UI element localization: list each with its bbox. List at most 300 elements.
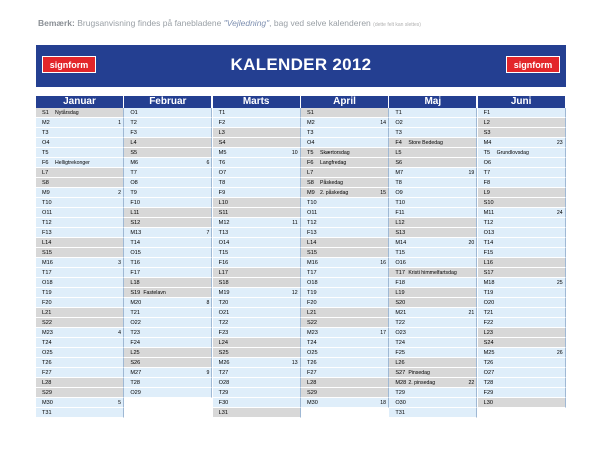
day-label: M6: [130, 160, 139, 166]
calendar-header: [36, 45, 566, 87]
day-row: [36, 358, 124, 368]
day-row: [36, 368, 124, 378]
day-label: T31: [395, 410, 405, 416]
day-row: [389, 188, 477, 198]
day-row: [478, 378, 566, 388]
day-label: S17: [483, 270, 494, 276]
day-label: T1: [395, 110, 402, 116]
day-row: [301, 188, 389, 198]
day-row: [124, 218, 212, 228]
day-row: [301, 148, 389, 158]
day-row: [301, 108, 389, 118]
day-label: O13: [483, 230, 495, 236]
day-label: F2: [218, 120, 226, 126]
day-label: M9: [42, 190, 50, 196]
day-label: L3: [218, 130, 225, 136]
day-label: S8: [42, 180, 49, 186]
day-row: [389, 168, 477, 178]
day-row: [301, 128, 389, 138]
day-row: [213, 268, 301, 278]
day-label: M16: [306, 260, 318, 266]
week-number: 10: [291, 150, 298, 156]
day-label: T15: [218, 250, 229, 256]
day-label: F15: [483, 250, 494, 256]
day-row: [301, 198, 389, 208]
day-row: [213, 298, 301, 308]
day-label: O1: [130, 110, 138, 116]
day-row: [478, 258, 566, 268]
day-label: L14: [42, 240, 52, 246]
day-row: [124, 198, 212, 208]
day-label: O14: [218, 240, 230, 246]
day-row: [389, 138, 477, 148]
day-row: [301, 168, 389, 178]
day-row: [301, 328, 389, 338]
day-label: L24: [218, 340, 228, 346]
day-row: [124, 238, 212, 248]
day-row: [213, 368, 301, 378]
day-label: T22: [395, 320, 405, 326]
day-row: [213, 318, 301, 328]
holiday-label: 2. påskedag: [319, 190, 349, 196]
day-row: [478, 398, 566, 408]
day-row: [301, 368, 389, 378]
day-row: [124, 248, 212, 258]
day-label: S1: [42, 110, 49, 116]
day-row: [478, 128, 566, 138]
day-label: L28: [42, 380, 52, 386]
day-row: [301, 278, 389, 288]
day-row: [124, 138, 212, 148]
day-label: T12: [483, 220, 494, 226]
day-row: [36, 338, 124, 348]
week-number: 13: [291, 360, 298, 366]
month-column-april: [301, 96, 389, 440]
day-label: F6: [42, 160, 49, 166]
day-row: [213, 178, 301, 188]
day-label: T8: [218, 180, 226, 186]
day-label: F22: [483, 320, 494, 326]
day-label: T12: [306, 220, 317, 226]
week-number: 21: [468, 310, 475, 316]
day-label: L21: [306, 310, 317, 316]
day-row: [478, 278, 566, 288]
day-row: [36, 218, 124, 228]
day-label: O27: [483, 370, 495, 376]
week-number: 16: [380, 260, 386, 266]
day-row: [301, 348, 389, 358]
holiday-label: Grundlovsdag: [496, 150, 529, 156]
day-row: [389, 298, 477, 308]
day-label: T21: [483, 310, 494, 316]
day-label: L4: [130, 140, 137, 146]
day-row: [478, 368, 566, 378]
day-row: [124, 168, 212, 178]
day-row: [36, 268, 124, 278]
week-number: 24: [556, 210, 563, 216]
signform-logo-right: signform: [506, 56, 560, 73]
week-number: 6: [206, 160, 210, 166]
day-row: [478, 328, 566, 338]
day-row: [478, 158, 566, 168]
day-label: M12: [218, 220, 230, 226]
day-row: [478, 188, 566, 198]
day-label: F17: [130, 270, 140, 276]
day-label: T10: [42, 200, 52, 206]
day-label: T27: [218, 370, 229, 376]
day-row: [124, 308, 212, 318]
day-label: T17: [395, 270, 405, 276]
day-row: [389, 408, 477, 418]
day-row: [124, 108, 212, 118]
day-label: S6: [395, 160, 403, 166]
calendar-title: KALENDER 2012: [230, 55, 372, 74]
day-label: L16: [483, 260, 493, 266]
day-row: [389, 238, 477, 248]
day-label: S29: [42, 390, 52, 396]
day-label: S22: [306, 320, 317, 326]
week-number: 12: [291, 290, 298, 296]
week-number: 15: [380, 190, 386, 196]
day-label: M30: [42, 400, 53, 406]
week-number: 22: [468, 380, 475, 386]
day-label: T14: [483, 240, 494, 246]
day-row: [478, 108, 566, 118]
day-row: [301, 308, 389, 318]
day-row: [389, 118, 477, 128]
note-label: Bemærk:: [38, 18, 75, 28]
day-row: [213, 288, 301, 298]
note-small: (dette felt kan slettes): [373, 22, 421, 28]
day-label: O2: [395, 120, 403, 126]
day-row: [124, 258, 212, 268]
day-label: S3: [483, 130, 491, 136]
day-label: O20: [483, 300, 495, 306]
day-label: M23: [306, 330, 318, 336]
day-label: T21: [130, 310, 140, 316]
day-row: [478, 358, 566, 368]
day-row: [478, 218, 566, 228]
day-label: T3: [395, 130, 402, 136]
day-label: O15: [130, 250, 141, 256]
day-label: T24: [306, 340, 317, 346]
day-row: [213, 218, 301, 228]
day-row: [124, 148, 212, 158]
day-row: [389, 178, 477, 188]
day-row: [124, 178, 212, 188]
month-header: Maj: [389, 96, 477, 108]
day-label: L11: [130, 210, 140, 216]
week-number: 7: [206, 230, 210, 236]
day-label: O25: [306, 350, 318, 356]
day-label: O7: [218, 170, 227, 176]
day-row: [389, 218, 477, 228]
day-row: [389, 198, 477, 208]
day-label: M2: [42, 120, 50, 126]
day-row: [124, 288, 212, 298]
day-label: L31: [218, 410, 228, 416]
day-label: M19: [218, 290, 230, 296]
day-label: O22: [130, 320, 141, 326]
week-number: 4: [118, 330, 121, 336]
week-number: 23: [556, 140, 563, 146]
day-label: S24: [483, 340, 494, 346]
day-row: [36, 288, 124, 298]
day-row: [301, 378, 389, 388]
day-label: L23: [483, 330, 493, 336]
day-label: T19: [306, 290, 317, 296]
day-label: T5: [42, 150, 49, 156]
day-label: O23: [395, 330, 406, 336]
day-label: S15: [42, 250, 52, 256]
day-label: T13: [218, 230, 229, 236]
day-row: [36, 128, 124, 138]
day-row: [301, 218, 389, 228]
day-label: O18: [306, 280, 318, 286]
day-label: T6: [218, 160, 226, 166]
day-row: [478, 298, 566, 308]
day-row: [213, 378, 301, 388]
day-label: M11: [483, 210, 495, 216]
day-label: T29: [395, 390, 405, 396]
day-label: F13: [42, 230, 52, 236]
day-label: M13: [130, 230, 142, 236]
day-row: [124, 208, 212, 218]
day-label: L28: [306, 380, 317, 386]
day-label: F29: [483, 390, 494, 396]
day-row: [124, 338, 212, 348]
day-row: [301, 118, 389, 128]
day-row: [389, 158, 477, 168]
day-label: F9: [218, 190, 226, 196]
day-row: [36, 138, 124, 148]
day-row: [301, 288, 389, 298]
day-row: [478, 248, 566, 258]
day-row: [213, 388, 301, 398]
day-row: [389, 258, 477, 268]
day-row: [213, 208, 301, 218]
day-row: [389, 248, 477, 258]
day-row: [389, 398, 477, 408]
day-label: F13: [306, 230, 317, 236]
holiday-label: 2. pinsedag: [408, 380, 436, 386]
week-number: 20: [468, 240, 475, 246]
day-row: [478, 308, 566, 318]
day-label: F6: [306, 160, 314, 166]
day-label: L19: [395, 290, 405, 296]
day-label: F24: [130, 340, 140, 346]
day-label: O9: [395, 190, 403, 196]
day-row: [389, 368, 477, 378]
day-label: S27: [395, 370, 406, 376]
day-row: [389, 338, 477, 348]
day-label: O30: [395, 400, 406, 406]
day-row: [124, 158, 212, 168]
day-label: O18: [42, 280, 53, 286]
day-row: [301, 358, 389, 368]
month-header: April: [301, 96, 389, 108]
note-text: Brugsanvisning findes på fanebladene: [77, 18, 222, 28]
day-label: T16: [130, 260, 140, 266]
day-label: T23: [130, 330, 140, 336]
day-label: M30: [306, 400, 318, 406]
day-row: [36, 168, 124, 178]
week-number: 25: [556, 280, 563, 286]
month-column-februar: [124, 96, 212, 440]
month-header: Marts: [213, 96, 301, 108]
day-label: S13: [395, 230, 406, 236]
day-label: F20: [42, 300, 52, 306]
day-row: [389, 208, 477, 218]
day-label: S20: [395, 300, 406, 306]
day-row: [478, 198, 566, 208]
day-label: M25: [483, 350, 495, 356]
day-label: M14: [395, 240, 407, 246]
instruction-note: [38, 18, 598, 32]
note-quoted: "Vejledning": [223, 18, 270, 28]
day-label: F16: [218, 260, 229, 266]
day-label: T2: [130, 120, 137, 126]
day-label: T7: [483, 170, 491, 176]
day-label: O6: [483, 160, 492, 166]
day-row: [36, 308, 124, 318]
day-label: O4: [42, 140, 50, 146]
day-label: F8: [483, 180, 491, 186]
day-label: L14: [306, 240, 317, 246]
day-label: O29: [130, 390, 141, 396]
day-row: [213, 138, 301, 148]
day-row: [301, 228, 389, 238]
day-label: M20: [130, 300, 142, 306]
day-row: [124, 378, 212, 388]
day-row: [213, 408, 301, 418]
day-row: [36, 188, 124, 198]
day-label: M21: [395, 310, 407, 316]
day-row: [36, 178, 124, 188]
day-label: T22: [218, 320, 229, 326]
day-row: [213, 348, 301, 358]
day-row: [36, 398, 124, 408]
day-label: T28: [130, 380, 140, 386]
month-header: Juni: [478, 96, 566, 108]
day-label: M9: [306, 190, 315, 196]
month-header: Januar: [36, 96, 124, 108]
day-label: T26: [42, 360, 52, 366]
week-number: 8: [206, 300, 210, 306]
day-label: T26: [483, 360, 494, 366]
day-label: T5: [483, 150, 491, 156]
day-row: [478, 388, 566, 398]
day-row: [124, 358, 212, 368]
day-label: S19: [130, 290, 141, 296]
day-row: [36, 348, 124, 358]
day-label: L12: [395, 220, 405, 226]
day-row: [124, 368, 212, 378]
day-label: T17: [42, 270, 52, 276]
day-label: M23: [42, 330, 53, 336]
day-label: T19: [42, 290, 52, 296]
day-label: T19: [483, 290, 494, 296]
day-label: T9: [130, 190, 137, 196]
day-label: S26: [130, 360, 141, 366]
week-number: 18: [380, 400, 386, 406]
day-label: M26: [218, 360, 230, 366]
holiday-label: Skærtorsdag: [319, 150, 350, 156]
day-label: T8: [395, 180, 402, 186]
day-row: [478, 348, 566, 358]
holiday-label: Påskedag: [319, 180, 344, 186]
day-label: M16: [42, 260, 53, 266]
day-row: [36, 388, 124, 398]
day-label: F27: [306, 370, 317, 376]
note-text-2: , bag ved selve kalenderen: [269, 18, 371, 28]
day-label: L18: [130, 280, 140, 286]
day-label: M5: [218, 150, 227, 156]
day-label: L17: [218, 270, 228, 276]
holiday-label: Kristi himmelfartsdag: [408, 270, 457, 276]
day-label: S25: [218, 350, 229, 356]
day-label: T5: [306, 150, 314, 156]
day-label: S22: [42, 320, 52, 326]
day-row: [36, 208, 124, 218]
day-row: [124, 278, 212, 288]
day-row: [301, 248, 389, 258]
day-row: [36, 298, 124, 308]
day-label: T3: [42, 130, 49, 136]
day-label: T1: [218, 110, 226, 116]
week-number: 17: [380, 330, 386, 336]
day-label: L21: [42, 310, 52, 316]
day-row: [36, 258, 124, 268]
day-row: [478, 318, 566, 328]
month-column-juni: [478, 96, 566, 440]
day-row: [478, 268, 566, 278]
day-row: [213, 358, 301, 368]
month-header: Februar: [124, 96, 212, 108]
day-label: L7: [306, 170, 314, 176]
day-label: F3: [130, 130, 137, 136]
day-label: L10: [218, 200, 228, 206]
day-row: [389, 318, 477, 328]
day-row: [478, 228, 566, 238]
day-row: [213, 188, 301, 198]
day-label: M28: [395, 380, 407, 386]
day-row: [124, 348, 212, 358]
day-row: [301, 398, 389, 408]
month-column-januar: [36, 96, 124, 440]
day-row: [124, 298, 212, 308]
day-label: M18: [483, 280, 495, 286]
day-row: [478, 238, 566, 248]
day-row: [124, 328, 212, 338]
day-label: S12: [130, 220, 141, 226]
day-label: O21: [218, 310, 230, 316]
day-row: [36, 158, 124, 168]
week-number: 1: [118, 120, 121, 126]
day-row: [213, 338, 301, 348]
week-number: 11: [292, 220, 298, 226]
day-label: L26: [395, 360, 405, 366]
month-column-maj: [389, 96, 477, 440]
day-label: T10: [306, 200, 317, 206]
day-label: O11: [306, 210, 318, 216]
holiday-label: Langfredag: [319, 160, 347, 166]
day-label: T10: [395, 200, 405, 206]
day-row: [36, 278, 124, 288]
day-row: [36, 248, 124, 258]
day-row: [389, 128, 477, 138]
day-label: O28: [218, 380, 230, 386]
